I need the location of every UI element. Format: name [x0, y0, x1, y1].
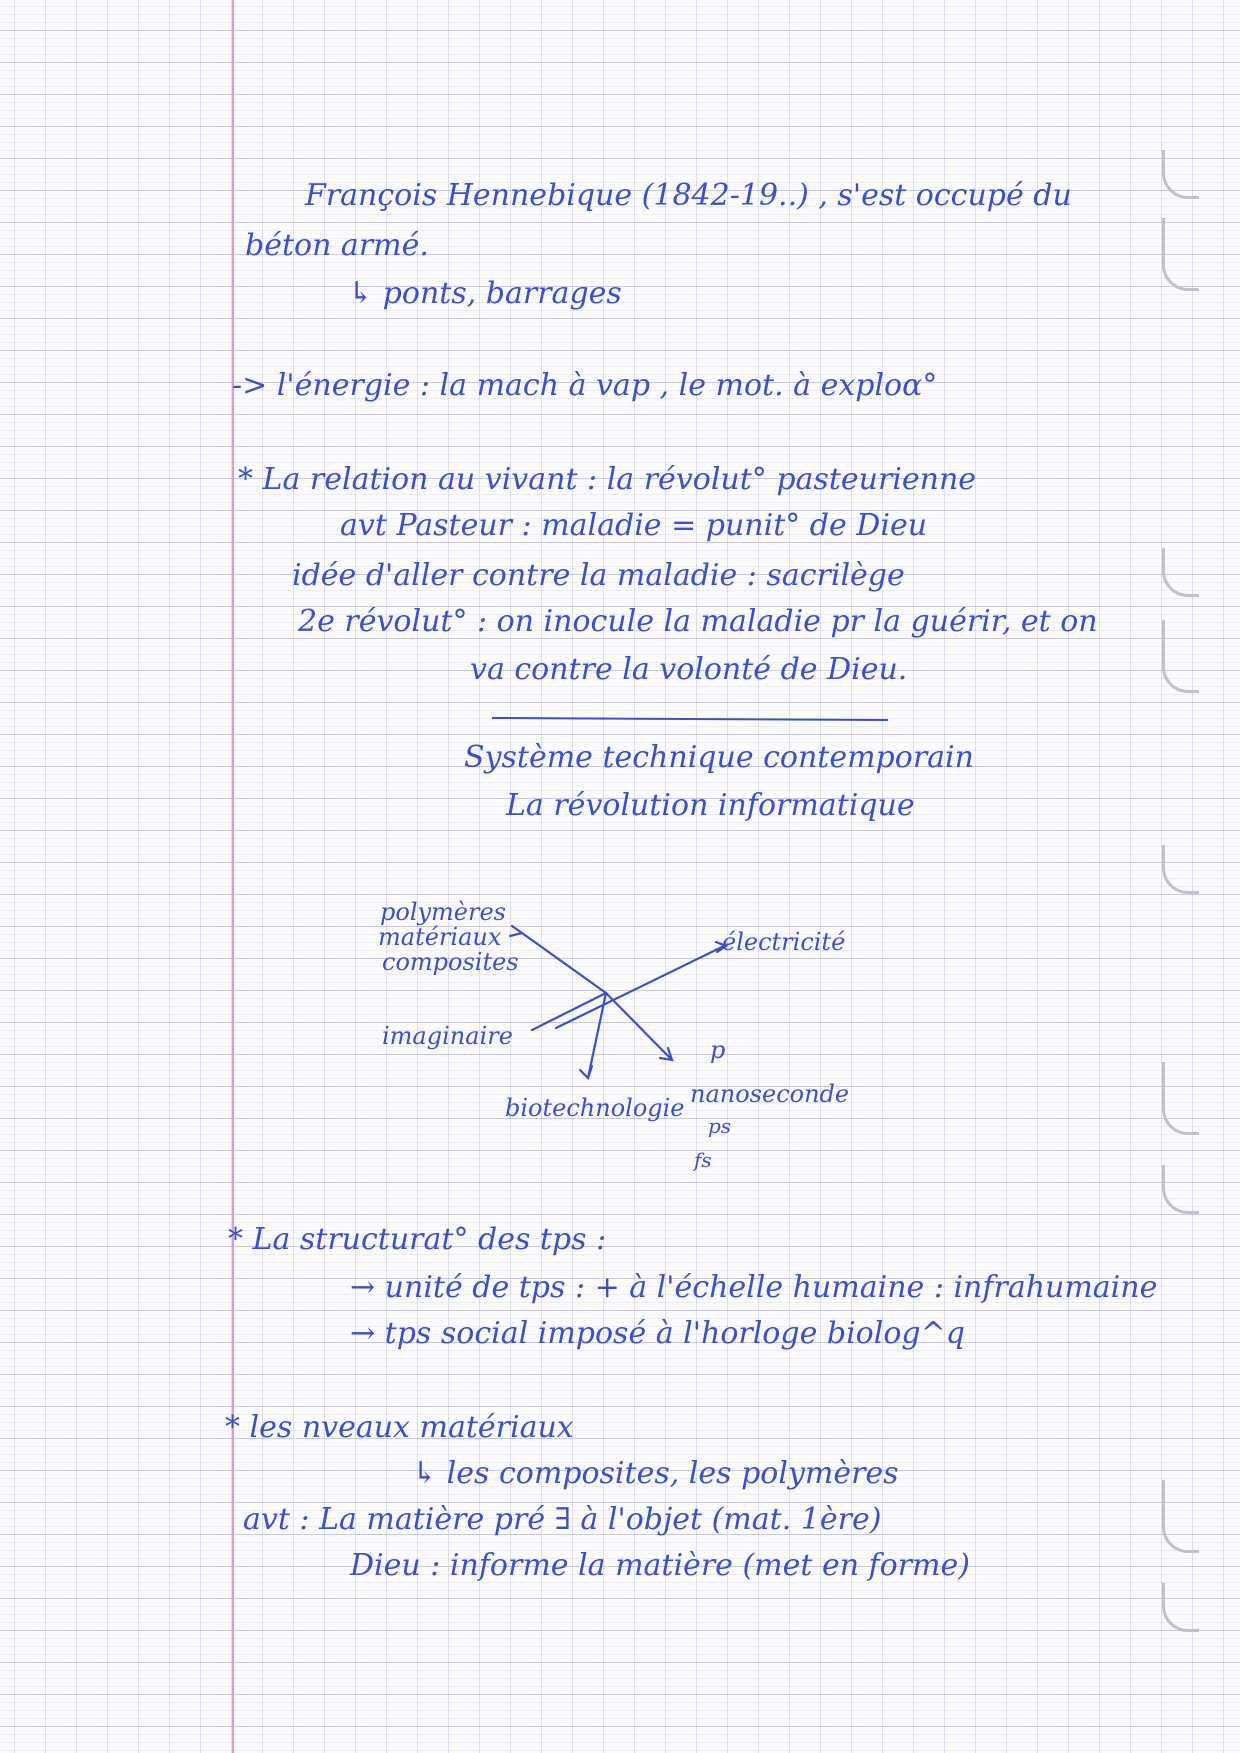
diagram-line-nanoseconde	[606, 993, 672, 1060]
note-sacrilege: idée d'aller contre la maladie : sacrilège	[292, 558, 905, 593]
note-inocule: 2e révolut° : on inocule la maladie pr la guérir, et on	[298, 604, 1098, 639]
note-hennebique: François Hennebique (1842-19..) , s'est occupé du	[305, 178, 1072, 213]
diagram-line-materiaux	[522, 933, 606, 993]
diagram-label-electricite: électricité	[722, 928, 846, 956]
diagram-label-imaginaire: imaginaire	[382, 1022, 513, 1050]
section-subtitle: La révolution informatique	[506, 788, 915, 823]
note-tps-social: → tps social imposé à l'horloge biolog^q	[350, 1316, 965, 1351]
note-energie: -> l'énergie : la mach à vap , le mot. à exploɑ°	[232, 368, 938, 403]
diagram-label-nanoseconde: nanoseconde	[690, 1080, 850, 1108]
binder-hole-6	[1162, 1062, 1199, 1135]
diagram-label-pico: p	[710, 1036, 726, 1064]
diagram-label-biotechnologie: biotechnologie	[505, 1094, 685, 1122]
diagram-label-fs: fs	[694, 1148, 712, 1172]
diagram-arrow-nanoseconde	[660, 1048, 672, 1060]
section-divider	[492, 717, 888, 721]
binder-hole-7	[1162, 1165, 1199, 1214]
note-unite-tps: → unité de tps : + à l'échelle humaine : infrahumaine	[350, 1270, 1158, 1305]
diagram-line-electricite	[556, 946, 724, 1028]
diagram-label-composites: composites	[382, 948, 519, 976]
diagram-label-polymeres: polymères	[380, 898, 506, 926]
note-avant-pasteur: avt Pasteur : maladie = punit° de Dieu	[340, 508, 928, 543]
binder-hole-2	[1162, 218, 1199, 291]
diagram-line-biotechnologie	[588, 993, 606, 1078]
note-matiere: avt : La matière pré ∃ à l'objet (mat. 1ère)	[243, 1502, 882, 1537]
note-ponts-barrages: ↳ ponts, barrages	[348, 276, 622, 311]
binder-hole-3	[1162, 548, 1199, 597]
diagram-label-ps: ps	[708, 1114, 732, 1138]
diagram-arrow-materiaux	[510, 926, 522, 936]
note-structuration: * La structurat° des tps :	[228, 1222, 607, 1257]
diagram-arrow-biotechnologie	[580, 1066, 592, 1078]
note-composites: ↳ les composites, les polymères	[412, 1456, 899, 1491]
binder-hole-9	[1162, 1583, 1199, 1632]
margin-line	[232, 0, 234, 1753]
binder-hole-5	[1162, 845, 1199, 894]
diagram-label-materiaux: matériaux	[378, 923, 502, 951]
note-dieu-informe: Dieu : informe la matière (met en forme)	[350, 1548, 970, 1583]
binder-hole-1	[1162, 150, 1199, 199]
binder-hole-8	[1162, 1480, 1199, 1553]
note-nveaux-materiaux: * les nveaux matériaux	[225, 1410, 574, 1445]
note-volonte-dieu: va contre la volonté de Dieu.	[470, 652, 908, 687]
section-title: Système technique contemporain	[464, 740, 974, 775]
binder-hole-4	[1162, 620, 1199, 693]
note-relation-vivant: * La relation au vivant : la révolut° pasteurienne	[238, 462, 977, 497]
note-beton-arme: béton armé.	[245, 228, 429, 263]
diagram-line-imaginaire	[532, 993, 606, 1030]
